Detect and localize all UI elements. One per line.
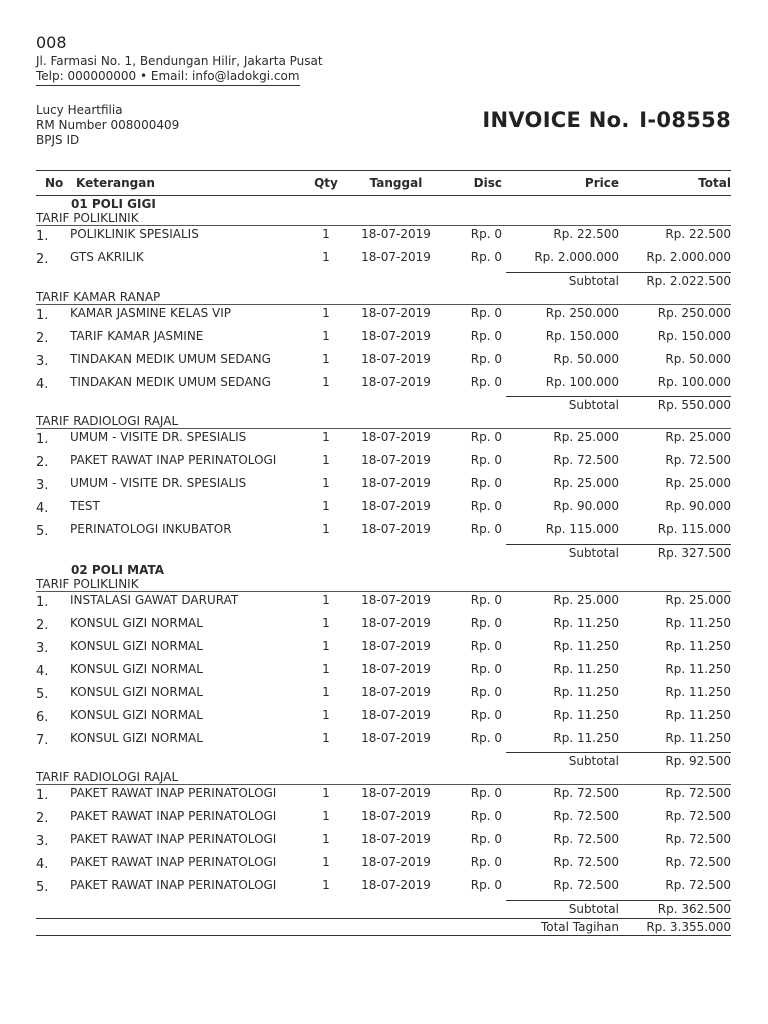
item-description: PAKET RAWAT INAP PERINATOLOGI (70, 786, 277, 800)
item-qty: 1 (322, 684, 330, 699)
item-description: KONSUL GIZI NORMAL (70, 615, 203, 630)
item-total: Rp. 11.250 (665, 730, 731, 745)
item-description: PAKET RAWAT INAP PERINATOLOGI (70, 453, 277, 467)
clinic-contact: Telp: 000000000 • Email: info@ladokgi.com (36, 69, 300, 86)
item-date: 18-07-2019 (361, 684, 431, 699)
subtotal-label: Subtotal (506, 544, 619, 562)
item-number: 3. (36, 478, 49, 493)
item-date: 18-07-2019 (361, 374, 431, 389)
item-number: 4. (36, 376, 49, 392)
item-description: POLIKLINIK SPESIALIS (70, 227, 199, 241)
item-total: Rp. 11.250 (665, 638, 731, 653)
invoice-page (36, 32, 731, 936)
item-number: 2. (36, 455, 49, 470)
item-number: 2. (36, 811, 49, 826)
col-header-no: No (36, 171, 70, 196)
col-header-total: Total (619, 171, 731, 196)
item-qty: 1 (322, 305, 330, 320)
tarif-group-row (36, 577, 731, 592)
item-description: TINDAKAN MEDIK UMUM SEDANG (70, 351, 271, 366)
item-discount: Rp. 0 (470, 250, 502, 264)
item-date: 18-07-2019 (361, 592, 431, 607)
table-row (36, 808, 731, 831)
table-row (36, 521, 731, 544)
grand-total-row (36, 919, 731, 936)
item-date: 18-07-2019 (361, 430, 431, 444)
item-price: Rp. 11.250 (553, 684, 619, 699)
item-date: 18-07-2019 (361, 328, 431, 343)
item-description: PAKET RAWAT INAP PERINATOLOGI (70, 832, 277, 846)
item-date: 18-07-2019 (361, 661, 431, 676)
item-qty: 1 (322, 638, 330, 653)
table-row (36, 304, 731, 328)
item-total: Rp. 115.000 (657, 522, 731, 536)
subtotal-row (36, 397, 731, 415)
item-date: 18-07-2019 (361, 522, 431, 536)
item-discount: Rp. 0 (470, 809, 502, 823)
item-number: 2. (36, 617, 49, 633)
item-qty: 1 (322, 615, 330, 630)
subtotal-value: Rp. 2.022.500 (619, 272, 731, 290)
item-discount: Rp. 0 (470, 638, 502, 653)
item-price: Rp. 50.000 (553, 351, 619, 366)
item-number: 1. (36, 229, 49, 244)
item-number: 5. (36, 686, 49, 702)
table-row (36, 452, 731, 475)
subtotal-value: Rp. 550.000 (619, 397, 731, 415)
item-total: Rp. 11.250 (665, 707, 731, 722)
invoice-items-body (36, 196, 731, 936)
item-qty: 1 (322, 707, 330, 722)
poli-name: 01 POLI GIGI (71, 197, 156, 211)
item-discount: Rp. 0 (470, 227, 502, 241)
item-price: Rp. 72.500 (553, 786, 619, 800)
item-discount: Rp. 0 (470, 786, 502, 800)
item-number: 3. (36, 834, 49, 849)
item-number: 4. (36, 857, 49, 872)
item-price: Rp. 72.500 (553, 855, 619, 869)
item-total: Rp. 22.500 (665, 227, 731, 241)
item-description: KONSUL GIZI NORMAL (70, 707, 203, 722)
item-description: KONSUL GIZI NORMAL (70, 730, 203, 745)
item-discount: Rp. 0 (470, 453, 502, 467)
subtotal-spacer (36, 544, 506, 562)
item-discount: Rp. 0 (470, 476, 502, 490)
item-discount: Rp. 0 (470, 661, 502, 676)
subtotal-spacer (36, 397, 506, 415)
item-description: UMUM - VISITE DR. SPESIALIS (70, 476, 247, 490)
item-price: Rp. 11.250 (553, 638, 619, 653)
subtotal-spacer (36, 753, 506, 771)
item-total: Rp. 2.000.000 (646, 250, 731, 264)
item-number: 6. (36, 709, 49, 725)
item-date: 18-07-2019 (361, 809, 431, 823)
item-total: Rp. 72.500 (665, 878, 731, 892)
subtotal-value: Rp. 92.500 (619, 753, 731, 771)
col-header-disc: Disc (446, 171, 506, 196)
item-total: Rp. 72.500 (665, 809, 731, 823)
item-description: INSTALASI GAWAT DARURAT (70, 592, 239, 607)
item-number: 2. (36, 330, 49, 346)
item-qty: 1 (322, 522, 330, 536)
item-discount: Rp. 0 (470, 374, 502, 389)
item-total: Rp. 150.000 (657, 328, 731, 343)
item-price: Rp. 11.250 (553, 730, 619, 745)
item-number: 4. (36, 501, 49, 516)
item-discount: Rp. 0 (470, 430, 502, 444)
table-row (36, 249, 731, 272)
item-discount: Rp. 0 (470, 499, 502, 513)
tarif-group-name: TARIF RADIOLOGI RAJAL (36, 414, 731, 429)
item-date: 18-07-2019 (361, 250, 431, 264)
item-total: Rp. 11.250 (665, 684, 731, 699)
tarif-group-row (36, 414, 731, 429)
item-qty: 1 (322, 878, 330, 892)
item-date: 18-07-2019 (361, 707, 431, 722)
item-number: 5. (36, 880, 49, 895)
item-total: Rp. 250.000 (657, 305, 731, 320)
item-discount: Rp. 0 (470, 351, 502, 366)
item-total: Rp. 72.500 (665, 855, 731, 869)
item-discount: Rp. 0 (470, 684, 502, 699)
item-number: 7. (36, 732, 49, 748)
table-row (36, 226, 731, 250)
item-discount: Rp. 0 (470, 707, 502, 722)
item-qty: 1 (322, 430, 330, 444)
invoice-header (36, 103, 731, 161)
item-price: Rp. 72.500 (553, 453, 619, 467)
item-total: Rp. 72.500 (665, 786, 731, 800)
item-total: Rp. 100.000 (657, 374, 731, 389)
invoice-title (480, 108, 731, 132)
item-total: Rp. 72.500 (665, 832, 731, 846)
item-date: 18-07-2019 (361, 878, 431, 892)
item-qty: 1 (322, 832, 330, 846)
clinic-name: 008 (36, 33, 67, 52)
table-row (36, 707, 731, 730)
col-header-tanggal: Tanggal (346, 171, 446, 196)
item-price: Rp. 11.250 (553, 615, 619, 630)
item-total: Rp. 25.000 (665, 430, 731, 444)
item-discount: Rp. 0 (470, 730, 502, 745)
item-price: Rp. 72.500 (553, 878, 619, 892)
item-qty: 1 (322, 730, 330, 745)
item-discount: Rp. 0 (470, 592, 502, 607)
item-qty: 1 (322, 855, 330, 869)
item-total: Rp. 11.250 (665, 615, 731, 630)
poli-heading-row (36, 562, 731, 577)
subtotal-label: Subtotal (506, 753, 619, 771)
item-price: Rp. 25.000 (553, 592, 619, 607)
table-row (36, 498, 731, 521)
subtotal-row (36, 272, 731, 290)
item-number: 1. (36, 307, 49, 323)
subtotal-spacer (36, 900, 506, 918)
item-price: Rp. 72.500 (553, 832, 619, 846)
item-price: Rp. 2.000.000 (534, 250, 619, 264)
item-total: Rp. 25.000 (665, 592, 731, 607)
item-date: 18-07-2019 (361, 730, 431, 745)
item-discount: Rp. 0 (470, 615, 502, 630)
item-date: 18-07-2019 (361, 305, 431, 320)
item-total: Rp. 11.250 (665, 661, 731, 676)
table-row (36, 475, 731, 498)
table-row (36, 374, 731, 397)
item-date: 18-07-2019 (361, 227, 431, 241)
item-price: Rp. 150.000 (545, 328, 619, 343)
item-qty: 1 (322, 227, 330, 241)
tarif-group-row (36, 211, 731, 226)
subtotal-row (36, 753, 731, 771)
item-discount: Rp. 0 (470, 305, 502, 320)
item-number: 1. (36, 432, 49, 447)
item-description: GTS AKRILIK (70, 250, 144, 264)
table-row (36, 351, 731, 374)
table-row (36, 615, 731, 638)
item-price: Rp. 250.000 (545, 305, 619, 320)
item-qty: 1 (322, 374, 330, 389)
item-description: KONSUL GIZI NORMAL (70, 684, 203, 699)
tarif-group-name: TARIF RADIOLOGI RAJAL (36, 770, 731, 785)
item-date: 18-07-2019 (361, 453, 431, 467)
col-header-qty: Qty (306, 171, 346, 196)
item-qty: 1 (322, 351, 330, 366)
tarif-group-name: TARIF KAMAR RANAP (36, 290, 731, 305)
item-discount: Rp. 0 (470, 855, 502, 869)
subtotal-value: Rp. 327.500 (619, 544, 731, 562)
item-description: PERINATOLOGI INKUBATOR (70, 522, 232, 536)
item-number: 1. (36, 594, 49, 610)
item-qty: 1 (322, 786, 330, 800)
table-row (36, 638, 731, 661)
item-qty: 1 (322, 453, 330, 467)
item-description: TINDAKAN MEDIK UMUM SEDANG (70, 374, 271, 389)
item-number: 5. (36, 524, 49, 539)
grand-total-label: Total Tagihan (506, 919, 619, 936)
item-qty: 1 (322, 250, 330, 264)
item-total: Rp. 90.000 (665, 499, 731, 513)
subtotal-spacer (36, 272, 506, 290)
item-qty: 1 (322, 476, 330, 490)
item-price: Rp. 11.250 (553, 661, 619, 676)
item-number: 2. (36, 252, 49, 267)
item-number: 3. (36, 640, 49, 656)
item-date: 18-07-2019 (361, 499, 431, 513)
item-number: 1. (36, 788, 49, 803)
tarif-group-name: TARIF POLIKLINIK (36, 211, 731, 226)
poli-heading-row (36, 196, 731, 212)
item-qty: 1 (322, 328, 330, 343)
invoice-number: I-08558 (639, 108, 731, 132)
item-date: 18-07-2019 (361, 476, 431, 490)
subtotal-label: Subtotal (506, 272, 619, 290)
table-row (36, 591, 731, 615)
item-qty: 1 (322, 499, 330, 513)
invoice-label: INVOICE No. (482, 108, 630, 132)
item-date: 18-07-2019 (361, 615, 431, 630)
item-description: TEST (70, 499, 100, 513)
subtotal-row (36, 544, 731, 562)
item-description: KONSUL GIZI NORMAL (70, 638, 203, 653)
table-header-row (36, 171, 731, 196)
item-description: KONSUL GIZI NORMAL (70, 661, 203, 676)
table-row (36, 877, 731, 900)
item-price: Rp. 100.000 (545, 374, 619, 389)
clinic-address: Jl. Farmasi No. 1, Bendungan Hilir, Jakarta Pusat (36, 54, 323, 68)
item-description: UMUM - VISITE DR. SPESIALIS (70, 430, 247, 444)
table-row (36, 785, 731, 809)
item-description: PAKET RAWAT INAP PERINATOLOGI (70, 855, 277, 869)
item-date: 18-07-2019 (361, 638, 431, 653)
grand-total-value: Rp. 3.355.000 (619, 919, 731, 936)
item-total: Rp. 25.000 (665, 476, 731, 490)
item-description: PAKET RAWAT INAP PERINATOLOGI (70, 878, 277, 892)
table-row (36, 730, 731, 753)
item-qty: 1 (322, 661, 330, 676)
item-date: 18-07-2019 (361, 855, 431, 869)
table-row (36, 328, 731, 351)
item-price: Rp. 115.000 (545, 522, 619, 536)
item-qty: 1 (322, 809, 330, 823)
item-discount: Rp. 0 (470, 522, 502, 536)
item-total: Rp. 50.000 (665, 351, 731, 366)
item-description: TARIF KAMAR JASMINE (70, 328, 204, 343)
patient-name: Lucy Heartfilia (36, 103, 123, 117)
patient-rm-number: RM Number 008000409 (36, 118, 180, 132)
item-number: 3. (36, 353, 49, 369)
tarif-group-name: TARIF POLIKLINIK (36, 577, 731, 592)
subtotal-label: Subtotal (506, 397, 619, 415)
item-price: Rp. 25.000 (553, 430, 619, 444)
item-total: Rp. 72.500 (665, 453, 731, 467)
item-description: PAKET RAWAT INAP PERINATOLOGI (70, 809, 277, 823)
item-price: Rp. 90.000 (553, 499, 619, 513)
patient-bpjs-id: BPJS ID (36, 133, 80, 147)
item-discount: Rp. 0 (470, 832, 502, 846)
subtotal-value: Rp. 362.500 (619, 900, 731, 918)
table-row (36, 429, 731, 453)
table-row (36, 831, 731, 854)
item-date: 18-07-2019 (361, 786, 431, 800)
item-date: 18-07-2019 (361, 832, 431, 846)
col-header-keterangan: Keterangan (70, 171, 306, 196)
item-description: KAMAR JASMINE KELAS VIP (70, 305, 232, 320)
item-date: 18-07-2019 (361, 351, 431, 366)
invoice-items-table (36, 170, 731, 936)
item-price: Rp. 22.500 (553, 227, 619, 241)
item-qty: 1 (322, 592, 330, 607)
tarif-group-row (36, 770, 731, 785)
table-row (36, 684, 731, 707)
col-header-price: Price (506, 171, 619, 196)
grand-total-spacer (36, 919, 506, 936)
subtotal-row (36, 900, 731, 918)
subtotal-label: Subtotal (506, 900, 619, 918)
table-row (36, 661, 731, 684)
item-number: 4. (36, 663, 49, 679)
table-row (36, 854, 731, 877)
item-price: Rp. 72.500 (553, 809, 619, 823)
item-price: Rp. 25.000 (553, 476, 619, 490)
item-discount: Rp. 0 (470, 878, 502, 892)
item-discount: Rp. 0 (470, 328, 502, 343)
tarif-group-row (36, 290, 731, 305)
item-price: Rp. 11.250 (553, 707, 619, 722)
poli-name: 02 POLI MATA (71, 562, 164, 577)
